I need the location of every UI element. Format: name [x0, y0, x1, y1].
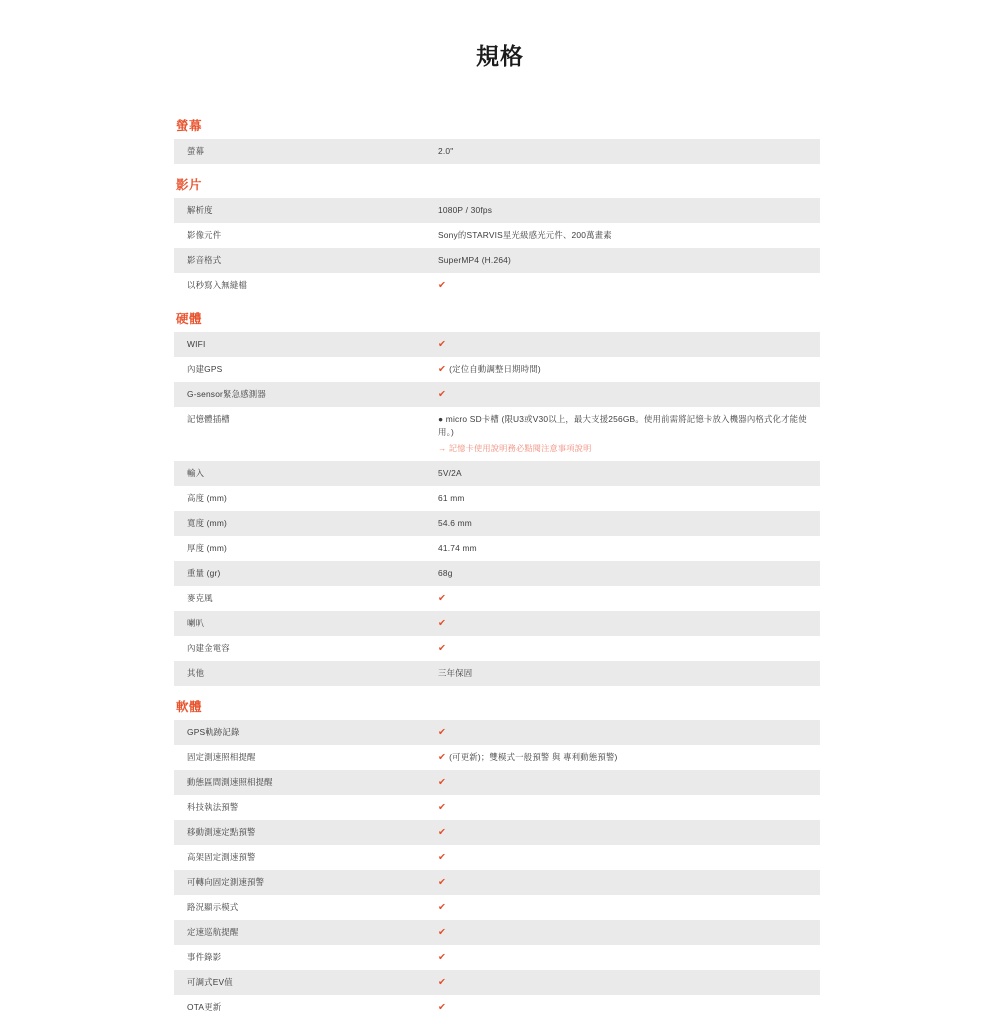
spec-row-value	[438, 388, 820, 401]
spec-row-value	[438, 801, 820, 814]
spec-row	[174, 820, 820, 845]
spec-row-value	[438, 776, 820, 789]
section-heading: 硬體	[176, 312, 203, 326]
spec-row-value	[438, 1001, 820, 1014]
spec-row-group	[174, 139, 820, 164]
checkmark-icon: ✔	[438, 280, 447, 291]
spec-row-value	[438, 492, 820, 505]
spec-row-label: 固定測速照相提醒	[187, 752, 256, 762]
spec-row-value	[438, 204, 820, 217]
checkmark-icon: ✔	[438, 777, 447, 788]
spec-value-text: (定位自動調整日期時間)	[449, 364, 541, 374]
checkmark-icon: ✔	[438, 902, 447, 913]
spec-row-value	[438, 926, 820, 939]
spec-row-value	[438, 592, 820, 605]
checkmark-icon: ✔	[438, 802, 447, 813]
spec-row-label: 高度 (mm)	[187, 493, 228, 503]
spec-row	[174, 536, 820, 561]
checkmark-icon: ✔	[438, 593, 447, 604]
spec-row-label: 記憶體插槽	[187, 414, 230, 424]
spec-row	[174, 636, 820, 661]
spec-row-label: 解析度	[187, 205, 213, 215]
spec-value-text: (可更新)；雙模式一般預警 與 專利動態預警)	[449, 752, 618, 762]
spec-value-text: Sony的STARVIS星光級感光元件、200萬畫素	[438, 230, 612, 240]
spec-row	[174, 486, 820, 511]
spec-row-value	[438, 876, 820, 889]
spec-row	[174, 745, 820, 770]
spec-row-value	[438, 951, 820, 964]
spec-row	[174, 461, 820, 486]
section-heading: 影片	[176, 178, 203, 192]
spec-row-label: 輸入	[187, 468, 205, 478]
spec-row-value	[438, 254, 820, 267]
spec-row	[174, 995, 820, 1020]
spec-row-label: WIFI	[187, 339, 206, 349]
spec-row-value	[438, 338, 820, 351]
spec-row-value	[438, 976, 820, 989]
checkmark-icon: ✔	[438, 877, 447, 888]
checkmark-icon: ✔	[438, 389, 447, 400]
spec-row	[174, 970, 820, 995]
spec-row	[174, 945, 820, 970]
spec-row-label: 定速巡航提醒	[187, 927, 239, 937]
spec-row-value	[438, 279, 820, 292]
checkmark-icon: ✔	[438, 364, 447, 375]
spec-row-label: 科技執法預警	[187, 802, 239, 812]
spec-row-value	[438, 467, 820, 480]
spec-row	[174, 248, 820, 273]
spec-row-value	[438, 642, 820, 655]
spec-row	[174, 332, 820, 357]
spec-row-value	[438, 826, 820, 839]
spec-row-label: 事件錄影	[187, 952, 222, 962]
spec-row-value	[438, 667, 820, 680]
spec-section	[174, 164, 820, 298]
spec-row-label: 麥克風	[187, 593, 213, 603]
spec-row-value	[438, 363, 820, 376]
spec-table-container	[174, 105, 820, 1020]
spec-row-label: 影音格式	[187, 255, 222, 265]
spec-row-label: 其他	[187, 668, 205, 678]
checkmark-icon: ✔	[438, 927, 447, 938]
spec-row-value	[438, 229, 820, 242]
spec-row	[174, 720, 820, 745]
spec-value-text: SuperMP4 (H.264)	[438, 255, 512, 265]
spec-row	[174, 845, 820, 870]
checkmark-icon: ✔	[438, 752, 447, 763]
spec-row-label: 厚度 (mm)	[187, 543, 228, 553]
spec-row-group	[174, 198, 820, 298]
spec-row	[174, 895, 820, 920]
spec-row	[174, 357, 820, 382]
spec-row	[174, 407, 820, 461]
spec-row	[174, 920, 820, 945]
spec-row-label: 重量 (gr)	[187, 568, 221, 578]
page-title: 規格	[476, 43, 524, 69]
spec-row-value	[438, 751, 820, 764]
checkmark-icon: ✔	[438, 952, 447, 963]
spec-row-label: 影像元件	[187, 230, 222, 240]
spec-row-value	[438, 145, 820, 158]
spec-row-label: 寬度 (mm)	[187, 518, 228, 528]
spec-row-label: 以秒寫入無縫檔	[187, 280, 248, 290]
checkmark-icon: ✔	[438, 618, 447, 629]
spec-row-label: G-sensor緊急感測器	[187, 389, 266, 399]
spec-value-text: 1080P / 30fps	[438, 205, 493, 215]
spec-value-text: 三年保固	[438, 668, 473, 678]
memory-card-note-link[interactable]: → 記憶卡使用說明務必點閱注意事項說明	[438, 444, 592, 453]
checkmark-icon: ✔	[438, 1002, 447, 1013]
spec-row	[174, 661, 820, 686]
spec-row-label: 內建金電容	[187, 643, 230, 653]
spec-value-text: 54.6 mm	[438, 518, 472, 528]
spec-row-label: 動態區間測速照相提醒	[187, 777, 273, 787]
spec-row	[174, 223, 820, 248]
spec-row	[174, 586, 820, 611]
checkmark-icon: ✔	[438, 727, 447, 738]
spec-row	[174, 382, 820, 407]
checkmark-icon: ✔	[438, 827, 447, 838]
spec-row-value	[438, 617, 820, 630]
spec-section	[174, 686, 820, 1020]
spec-row	[174, 870, 820, 895]
spec-value-text: 41.74 mm	[438, 543, 477, 553]
spec-value-text: 5V/2A	[438, 468, 462, 478]
spec-row-label: 螢幕	[187, 146, 205, 156]
spec-row	[174, 139, 820, 164]
spec-row-group	[174, 720, 820, 1020]
spec-row-label: 路況顯示模式	[187, 902, 239, 912]
spec-section	[174, 105, 820, 164]
spec-row-value	[438, 517, 820, 530]
spec-row-label: 內建GPS	[187, 364, 223, 374]
section-heading: 螢幕	[176, 119, 203, 133]
spec-row	[174, 511, 820, 536]
spec-section	[174, 298, 820, 686]
spec-value-text: 61 mm	[438, 493, 465, 503]
spec-row-label: GPS軌跡記錄	[187, 727, 240, 737]
spec-row-value	[438, 413, 820, 455]
spec-value-text: ● micro SD卡槽 (限U3或V30以上，最大支援256GB。使用前需將記憶卡放入機器內格式化才能使用。)	[438, 414, 807, 437]
spec-row	[174, 795, 820, 820]
spec-row-value	[438, 567, 820, 580]
checkmark-icon: ✔	[438, 977, 447, 988]
spec-row-value	[438, 726, 820, 739]
spec-row-label: 移動測速定點預警	[187, 827, 256, 837]
spec-row-label: OTA更新	[187, 1002, 222, 1012]
checkmark-icon: ✔	[438, 852, 447, 863]
spec-row-value	[438, 542, 820, 555]
spec-row-label: 可轉向固定測速預警	[187, 877, 265, 887]
spec-row	[174, 198, 820, 223]
spec-row	[174, 770, 820, 795]
spec-row-group	[174, 332, 820, 686]
spec-row-label: 高架固定測速預警	[187, 852, 256, 862]
spec-row-value	[438, 901, 820, 914]
spec-value-text: 68g	[438, 568, 453, 578]
checkmark-icon: ✔	[438, 643, 447, 654]
spec-row-value	[438, 851, 820, 864]
spec-row	[174, 611, 820, 636]
spec-row	[174, 273, 820, 298]
checkmark-icon: ✔	[438, 339, 447, 350]
spec-row-label: 可調式EV值	[187, 977, 233, 987]
spec-row-label: 喇叭	[187, 618, 205, 628]
spec-value-text: 2.0"	[438, 146, 454, 156]
spec-row	[174, 561, 820, 586]
section-heading: 軟體	[176, 700, 203, 714]
